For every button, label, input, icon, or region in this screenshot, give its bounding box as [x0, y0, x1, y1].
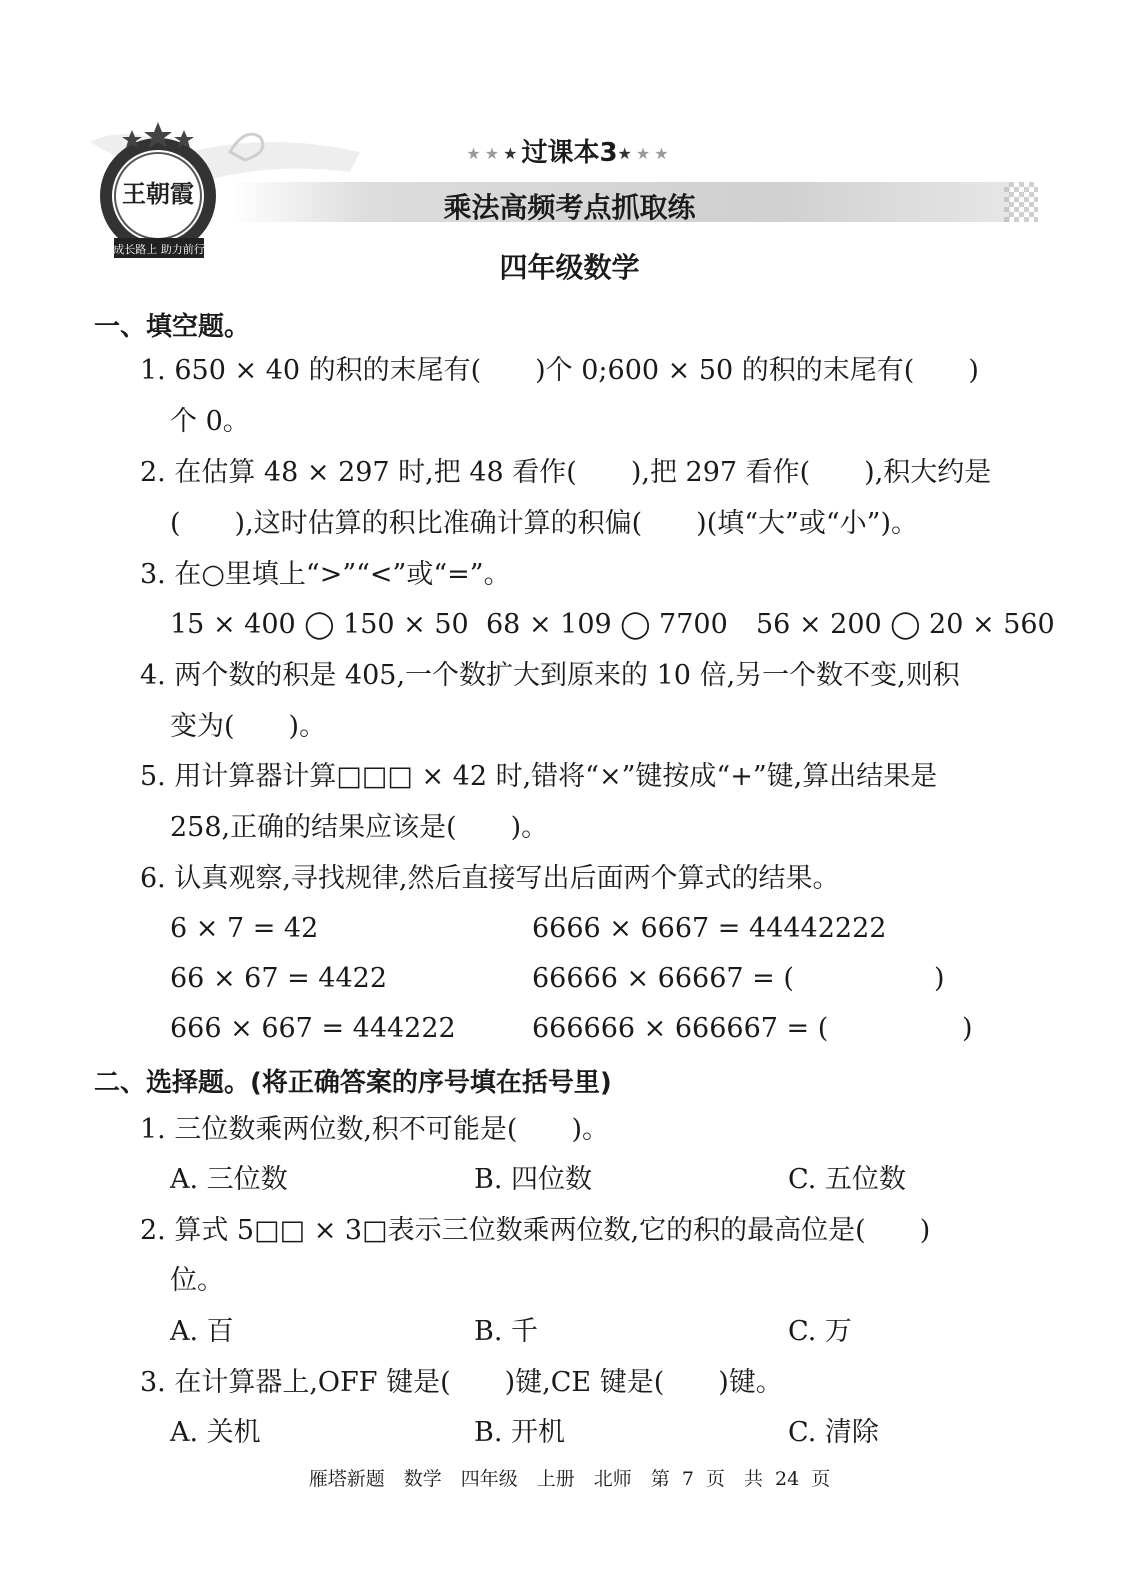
- s1-q6-close: ): [934, 963, 945, 994]
- s1-q6-left: 666 × 667 = 444222: [170, 1013, 456, 1044]
- s1-q1-line2: 个 0。: [170, 406, 250, 437]
- s1-q3-item: 68 × 109 ◯ 7700: [486, 609, 728, 640]
- s1-q2-line1: 2. 在估算 48 × 297 时,把 48 看作( ),把 297 看作( ),积大约是: [140, 457, 992, 488]
- s1-q3-line1: 3. 在○里填上“>”“<”或“=”。: [140, 559, 511, 590]
- s1-q6-right: 666666 × 666667 = (: [532, 1013, 829, 1044]
- s1-q6-left: 6 × 7 = 42: [170, 913, 319, 944]
- s1-q5-line1: 5. 用计算器计算□□□ × 42 时,错将“×”键按成“+”键,算出结果是: [140, 761, 938, 792]
- s1-q1-line1: 1. 650 × 40 的积的末尾有( )个 0;600 × 50 的积的末尾有( ): [140, 355, 979, 386]
- s2-q1-option: A. 三位数: [170, 1164, 288, 1195]
- s2-q2-option: A. 百: [170, 1316, 234, 1347]
- s2-q3-option: C. 清除: [788, 1417, 879, 1448]
- svg-text:成长路上 助力前行: 成长路上 助力前行: [113, 243, 205, 256]
- s1-q2-line2: ( ),这时估算的积比准确计算的积偏( )(填“大”或“小”)。: [170, 508, 918, 539]
- s2-q1-line1: 1. 三位数乘两位数,积不可能是( )。: [140, 1114, 609, 1145]
- series-title: ★★★过课本3★★★: [466, 138, 673, 168]
- logo-text: 王朝霞: [122, 179, 194, 208]
- s2-q1-option: C. 五位数: [788, 1164, 906, 1195]
- s1-q5-line2: 258,正确的结果应该是( )。: [170, 812, 549, 843]
- s2-q2-line1: 2. 算式 5□□ × 3□表示三位数乘两位数,它的积的最高位是( ): [140, 1215, 931, 1246]
- s2-q3-line1: 3. 在计算器上,OFF 键是( )键,CE 键是( )键。: [140, 1367, 783, 1398]
- s1-q6-right: 6666 × 6667 = 44442222: [532, 913, 887, 944]
- banner-title: 乘法高频考点抓取练: [443, 191, 696, 224]
- s1-q3-item: 15 × 400 ◯ 150 × 50: [170, 609, 469, 640]
- s2-q3-option: B. 开机: [474, 1417, 566, 1448]
- s1-q4-line2: 变为( )。: [170, 711, 327, 742]
- subject-title: 四年级数学: [499, 251, 640, 284]
- section1-title: 一、填空题。: [94, 312, 251, 342]
- s1-q4-line1: 4. 两个数的积是 405,一个数扩大到原来的 10 倍,另一个数不变,则积: [140, 660, 960, 691]
- s2-q2-option: B. 千: [474, 1316, 539, 1347]
- s1-q6-right: 66666 × 66667 = (: [532, 963, 794, 994]
- section2-title: 二、选择题。(将正确答案的序号填在括号里): [94, 1068, 612, 1098]
- s2-q2-option: C. 万: [788, 1316, 852, 1347]
- s1-q6-close: ): [962, 1013, 973, 1044]
- s2-q2-line2: 位。: [170, 1265, 224, 1296]
- page-footer: 雁塔新题 数学 四年级 上册 北师 第 7 页 共 24 页: [308, 1468, 831, 1490]
- s2-q1-option: B. 四位数: [474, 1164, 593, 1195]
- s2-q3-option: A. 关机: [170, 1417, 261, 1448]
- s1-q6-line1: 6. 认真观察,寻找规律,然后直接写出后面两个算式的结果。: [140, 863, 840, 894]
- s1-q3-item: 56 × 200 ◯ 20 × 560: [756, 609, 1055, 640]
- s1-q6-left: 66 × 67 = 4422: [170, 963, 388, 994]
